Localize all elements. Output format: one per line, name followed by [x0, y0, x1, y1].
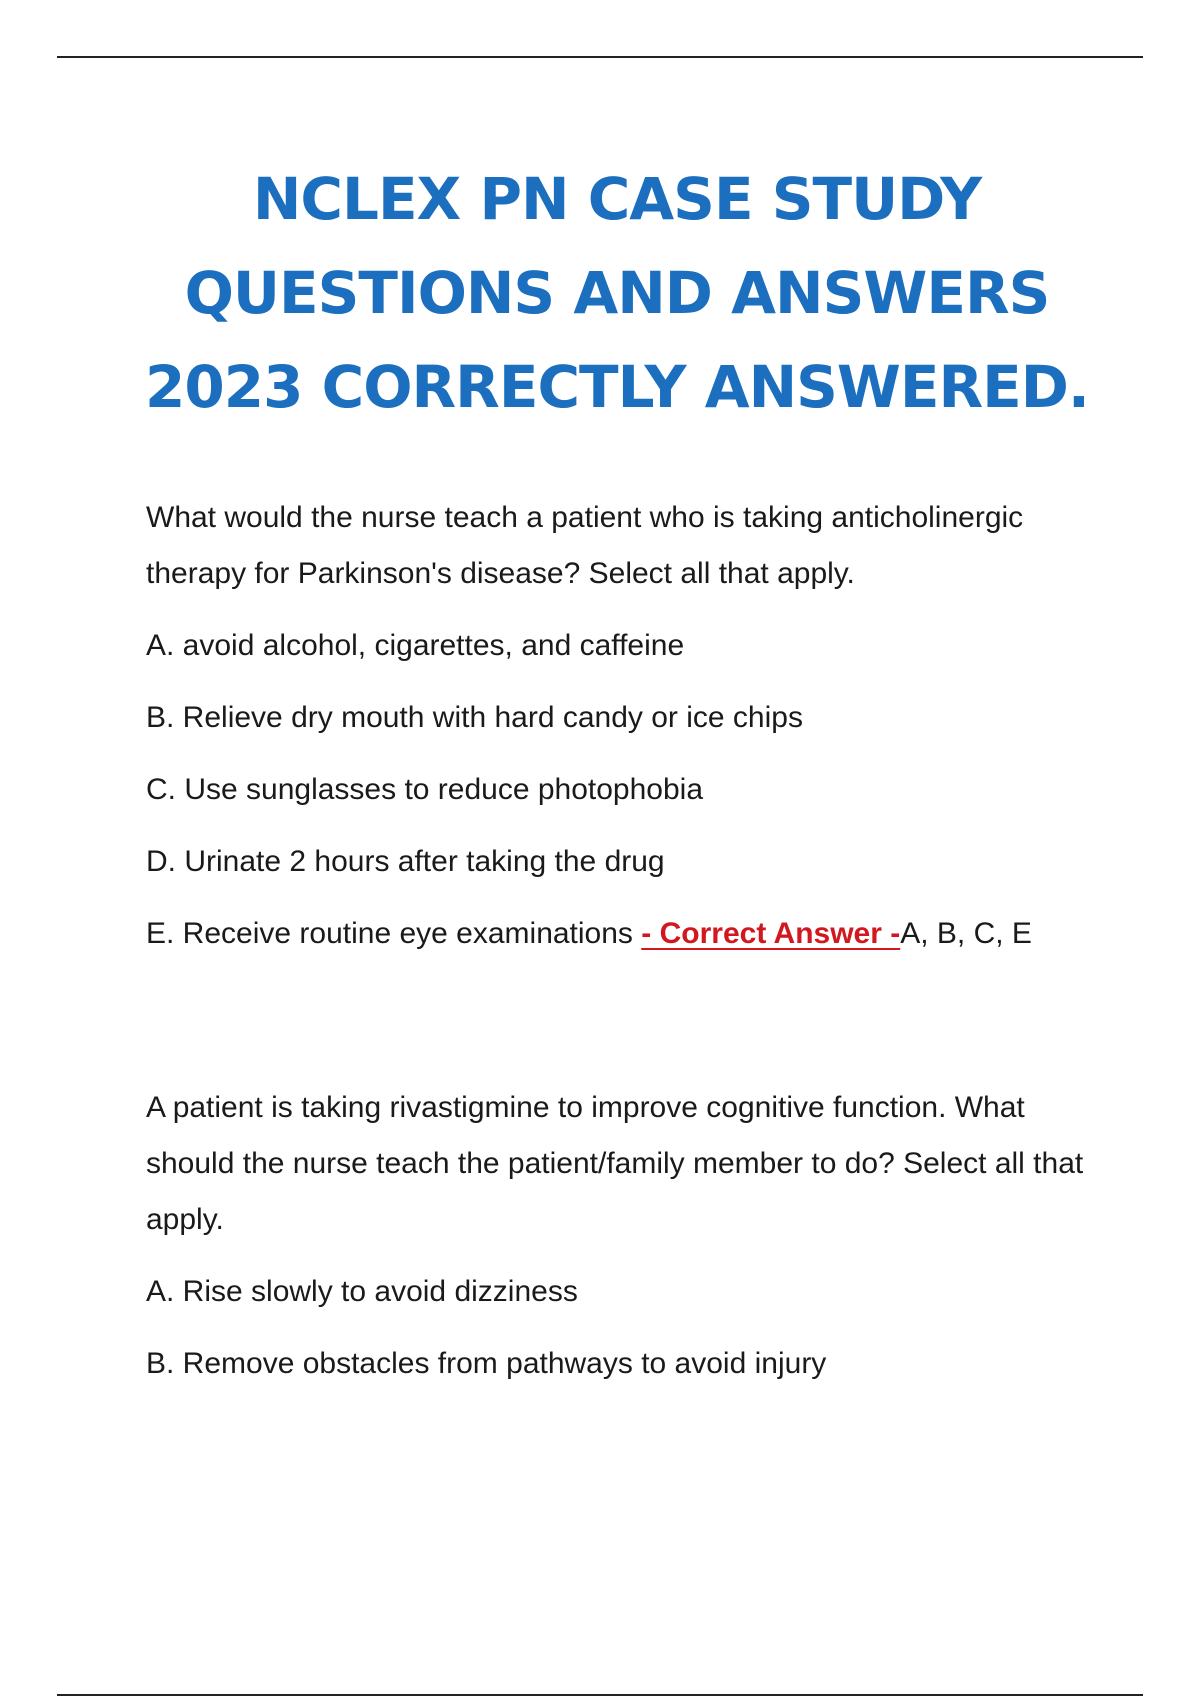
option-e-with-answer [146, 906, 1106, 962]
title-line-1: NCLEX PN CASE STUDY [252, 165, 982, 233]
top-divider [57, 56, 1143, 58]
title-line-2: QUESTIONS AND ANSWERS [184, 259, 1050, 327]
option-c: C. Use sunglasses to reduce photophobia [146, 773, 704, 806]
spacer [146, 962, 1106, 1080]
question-text: A patient is taking rivastigmine to improve cognitive function. What should the nurse teach the patient/family member to do? Select all that apply. [146, 1091, 1084, 1236]
correct-answer-label: - Correct Answer - [641, 917, 901, 950]
option-d: D. Urinate 2 hours after taking the drug [146, 845, 665, 878]
option-e: E. Receive routine eye examinations [146, 917, 633, 950]
option-a: A. Rise slowly to avoid dizziness [146, 1275, 578, 1308]
correct-answer-value: A, B, C, E [900, 917, 1032, 950]
document-title [0, 152, 1200, 434]
bottom-divider [57, 1694, 1143, 1696]
question-block-2 [146, 1080, 1106, 1392]
option-a: A. avoid alcohol, cigarettes, and caffeine [146, 629, 685, 662]
option-b: B. Relieve dry mouth with hard candy or ice chips [146, 701, 803, 734]
document-body [146, 490, 1106, 1392]
question-text: What would the nurse teach a patient who is taking anticholinergic therapy for Parkinson's disease? Select all that apply. [146, 501, 1024, 590]
option-b: B. Remove obstacles from pathways to avoid injury [146, 1347, 827, 1380]
title-line-3: 2023 CORRECTLY ANSWERED. [145, 353, 1089, 421]
question-block-1 [146, 490, 1106, 962]
